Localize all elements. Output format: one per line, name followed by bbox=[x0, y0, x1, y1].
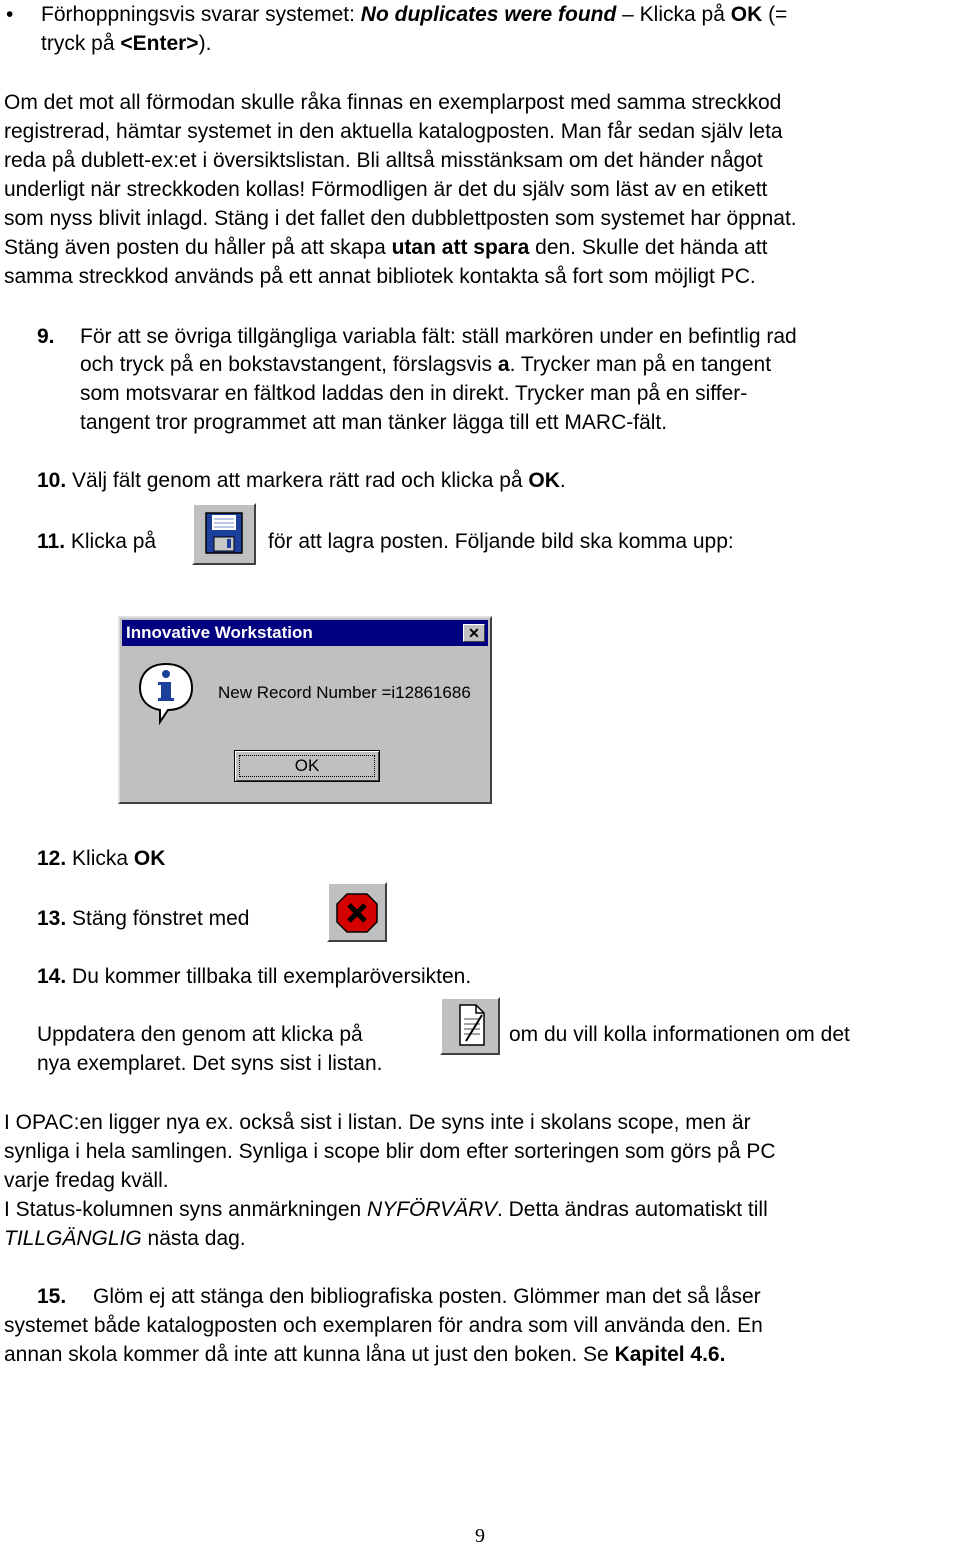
step-number: 13. bbox=[37, 907, 67, 930]
step-number: 11. bbox=[37, 530, 66, 553]
step-number: 14. bbox=[37, 965, 67, 988]
step-number: 12. bbox=[37, 847, 67, 870]
text-line: nya exemplaret. Det syns sist i listan. bbox=[37, 1052, 383, 1075]
emphasis: utan att spara bbox=[391, 236, 530, 259]
text: nästa dag. bbox=[141, 1227, 246, 1250]
text-line bbox=[4, 1340, 725, 1369]
emphasis: NYFÖRVÄRV bbox=[367, 1198, 497, 1221]
text: och tryck på en bokstavstangent, förslagsvis bbox=[80, 353, 498, 376]
text-line: samma streckkod används på ett annat bibliotek kontakta så fort som möjligt PC. bbox=[4, 265, 756, 288]
text: Förhoppningsvis svarar systemet: bbox=[41, 3, 361, 26]
text: tryck på bbox=[41, 32, 121, 55]
new-record-dialog bbox=[118, 616, 492, 804]
step-number: 9. bbox=[37, 325, 55, 348]
text: Klicka på bbox=[65, 530, 157, 553]
emphasis: <Enter> bbox=[120, 32, 199, 55]
text-line: Om det mot all förmodan skulle råka finnas en exemplarpost med samma streckkod bbox=[4, 91, 782, 114]
text: annan skola kommer då inte att kunna låna ut just den boken. Se bbox=[4, 1343, 615, 1366]
emphasis: No duplicates were found bbox=[360, 3, 617, 26]
text-line: som motsvarar en fältkod laddas den in direkt. Trycker man på en siffer- bbox=[80, 382, 748, 405]
text-line: Uppdatera den genom att klicka på bbox=[37, 1023, 363, 1046]
text: ). bbox=[198, 32, 212, 55]
text: . bbox=[559, 469, 566, 492]
text: – Klicka på bbox=[616, 3, 731, 26]
text: . Trycker man på en tangent bbox=[509, 353, 772, 376]
dialog-title: Innovative Workstation bbox=[126, 623, 313, 642]
text: Stäng även posten du håller på att skapa bbox=[4, 236, 392, 259]
emphasis: OK bbox=[528, 469, 560, 492]
document-icon bbox=[442, 999, 498, 1053]
text-line: För att se övriga tillgängliga variabla fält: ställ markören under en befintlig rad bbox=[80, 325, 797, 348]
text: . Detta ändras automatiskt till bbox=[496, 1198, 768, 1221]
page-number: 9 bbox=[475, 1525, 485, 1547]
text: Stäng fönstret med bbox=[66, 907, 250, 930]
save-button[interactable] bbox=[192, 503, 256, 565]
text-line: varje fredag kväll. bbox=[4, 1169, 169, 1192]
text-line: systemet både katalogposten och exemplaren för andra som vill använda den. En bbox=[4, 1314, 763, 1337]
step-10 bbox=[37, 466, 566, 495]
info-icon bbox=[136, 660, 196, 726]
emphasis: a bbox=[497, 353, 510, 376]
emphasis: TILLGÄNGLIG bbox=[4, 1227, 142, 1250]
save-icon bbox=[194, 505, 254, 563]
ok-button[interactable]: OK bbox=[234, 750, 380, 782]
close-button[interactable] bbox=[463, 624, 485, 642]
text-line: reda på dublett-ex:et i översiktslistan. Bli alltså misstänksam om det händer något bbox=[4, 149, 763, 172]
text-line bbox=[4, 233, 768, 262]
text: den. Skulle det hända att bbox=[529, 236, 768, 259]
step-11 bbox=[37, 527, 156, 556]
text: Du kommer tillbaka till exemplaröversikten. bbox=[66, 965, 472, 988]
step-number: 15. bbox=[37, 1285, 67, 1308]
emphasis: Kapitel 4.6. bbox=[614, 1343, 726, 1366]
text-line: tangent tror programmet att man tänker lägga till ett MARC-fält. bbox=[80, 411, 668, 434]
dialog-titlebar bbox=[122, 620, 488, 646]
error-close-icon bbox=[329, 884, 385, 940]
text: Välj fält genom att markera rätt rad och klicka på bbox=[66, 469, 529, 492]
step-number: 10. bbox=[37, 469, 67, 492]
text-line bbox=[4, 1224, 246, 1253]
text-line: Glöm ej att stänga den bibliografiska posten. Glömmer man det så låser bbox=[93, 1285, 761, 1308]
text-line: registrerad, hämtar systemet in den aktuella katalogposten. Man får sedan själv leta bbox=[4, 120, 783, 143]
text: I Status-kolumnen syns anmärkningen bbox=[4, 1198, 368, 1221]
text: för att lagra posten. Följande bild ska komma upp: bbox=[268, 530, 734, 553]
step-13 bbox=[37, 904, 249, 933]
bullet-symbol: • bbox=[6, 3, 14, 26]
text-line: synliga i hela samlingen. Synliga i scope blir dom efter sorteringen som görs på PC bbox=[4, 1140, 776, 1163]
text-line: som nyss blivit inlagd. Stäng i det fallet den dubblettposten som systemet har öppnat. bbox=[4, 207, 797, 230]
refresh-view-button[interactable] bbox=[440, 997, 500, 1055]
step-12 bbox=[37, 844, 165, 873]
text-line bbox=[4, 1195, 768, 1224]
text: Klicka bbox=[66, 847, 134, 870]
text-line: om du vill kolla informationen om det bbox=[509, 1023, 850, 1046]
text: (= bbox=[762, 3, 788, 26]
bullet-line-1 bbox=[41, 0, 787, 29]
text-line: underligt när streckkoden kollas! Förmodligen är det du själv som läst av en etikett bbox=[4, 178, 768, 201]
close-icon: ✕ bbox=[468, 625, 480, 641]
emphasis: OK bbox=[133, 847, 166, 870]
step-14 bbox=[37, 962, 471, 991]
bullet-line-2 bbox=[41, 29, 211, 58]
emphasis: OK bbox=[730, 3, 763, 26]
text-line: I OPAC:en ligger nya ex. också sist i listan. De syns inte i skolans scope, men är bbox=[4, 1111, 751, 1134]
close-window-button[interactable] bbox=[327, 882, 387, 942]
text-line bbox=[80, 350, 771, 379]
dialog-message: New Record Number =i12861686 bbox=[218, 683, 471, 702]
